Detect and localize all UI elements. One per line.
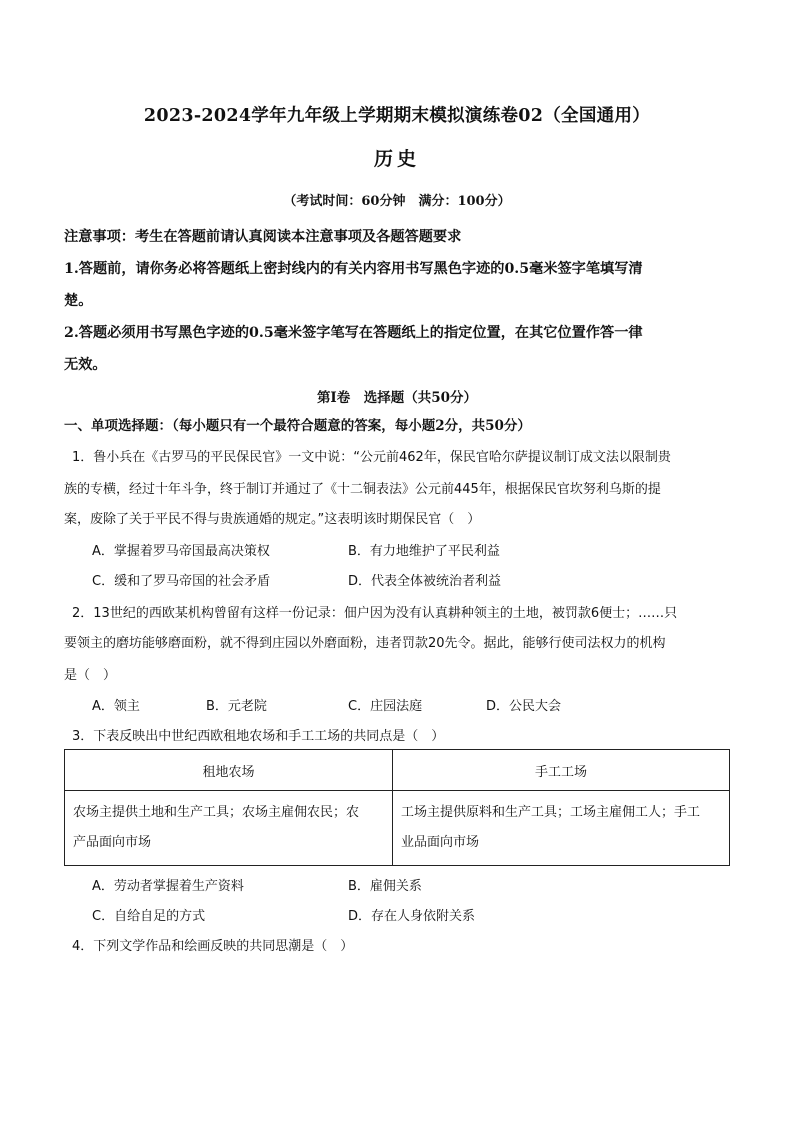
question-3-option-d[interactable]: D．存在人身依附关系 [348,909,476,924]
table-cell-line: 业品面向市场 [401,835,480,850]
table-header-cell: 手工工场 [393,750,730,791]
question-3-stem: 3．下表反映出中世纪西欧租地农场和手工工场的共同点是（ ） [72,729,445,744]
question-2-line-1: 2．13世纪的西欧某机构曾留有这样一份记录：佃户因为没有认真耕种领主的土地，被罚款6便士；……只 [72,606,678,621]
question-2-line-3: 是（ ） [64,668,117,683]
question-3-option-b[interactable]: B．雇佣关系 [348,879,422,894]
note-2-line-1: 2.答题必须用书写黑色字迹的0.5毫米签字笔写在答题纸上的指定位置，在其它位置作答一律 [64,325,643,341]
table-cell-line: 工场主提供原料和生产工具；工场主雇佣工人；手工 [401,805,701,820]
table-cell [393,791,730,866]
table-header-row [65,750,730,791]
table-row [65,791,730,866]
question-2-line-2: 要领主的磨坊能够磨面粉，就不得到庄园以外磨面粉，违者罚款20先令。据此，能够行使司法权力的机构 [64,636,666,651]
question-2-option-d[interactable]: D．公民大会 [486,699,562,714]
question-2-option-b[interactable]: B．元老院 [206,699,267,714]
table-header-cell: 租地农场 [65,750,393,791]
page-title: 2023-2024学年九年级上学期期末模拟演练卷02（全国通用） [143,106,651,126]
question-4-stem: 4．下列文学作品和绘画反映的共同思潮是（ ） [72,939,354,954]
question-1-line-3: 案，废除了关于平民不得与贵族通婚的规定。”这表明该时期保民官（ ） [64,512,481,527]
question-1-line-1: 1．鲁小兵在《古罗马的平民保民官》一文中说：“公元前462年，保民官哈尔萨提议制订成文法以限制贵 [72,450,671,465]
note-1-line-1: 1.答题前，请你务必将答题纸上密封线内的有关内容用书写黑色字迹的0.5毫米签字笔填写清 [64,261,643,277]
question-2-option-c[interactable]: C．庄园法庭 [348,699,423,714]
question-3-option-c[interactable]: C．自给自足的方式 [92,909,206,924]
table-cell [65,791,393,866]
section-part-title: 第Ⅰ卷 选择题（共50分） [316,390,478,406]
question-1-line-2: 族的专横，经过十年斗争，终于制订并通过了《十二铜表法》公元前445年，根据保民官坎努利乌斯的提 [64,482,661,497]
note-1-line-2: 楚。 [64,293,93,309]
question-2-option-a[interactable]: A．领主 [92,699,140,714]
note-2-line-2: 无效。 [64,357,107,373]
question-1-option-c[interactable]: C．缓和了罗马帝国的社会矛盾 [92,574,271,589]
question-1-option-b[interactable]: B．有力地维护了平民利益 [348,544,500,559]
question-1-option-a[interactable]: A．掌握着罗马帝国最高决策权 [92,544,270,559]
section-heading: 一、单项选择题：（每小题只有一个最符合题意的答案，每小题2分，共50分） [64,418,531,434]
exam-info: （考试时间：60分钟 满分：100分） [283,194,511,209]
comparison-table [64,749,730,866]
question-3-option-a[interactable]: A．劳动者掌握着生产资料 [92,879,244,894]
question-1-option-d[interactable]: D．代表全体被统治者利益 [348,574,502,589]
table-cell-line: 产品面向市场 [73,835,152,850]
subject-title: 历史 [373,148,420,170]
notes-heading: 注意事项：考生在答题前请认真阅读本注意事项及各题答题要求 [64,229,462,245]
table-cell-line: 农场主提供土地和生产工具；农场主雇佣农民；农 [73,805,360,820]
